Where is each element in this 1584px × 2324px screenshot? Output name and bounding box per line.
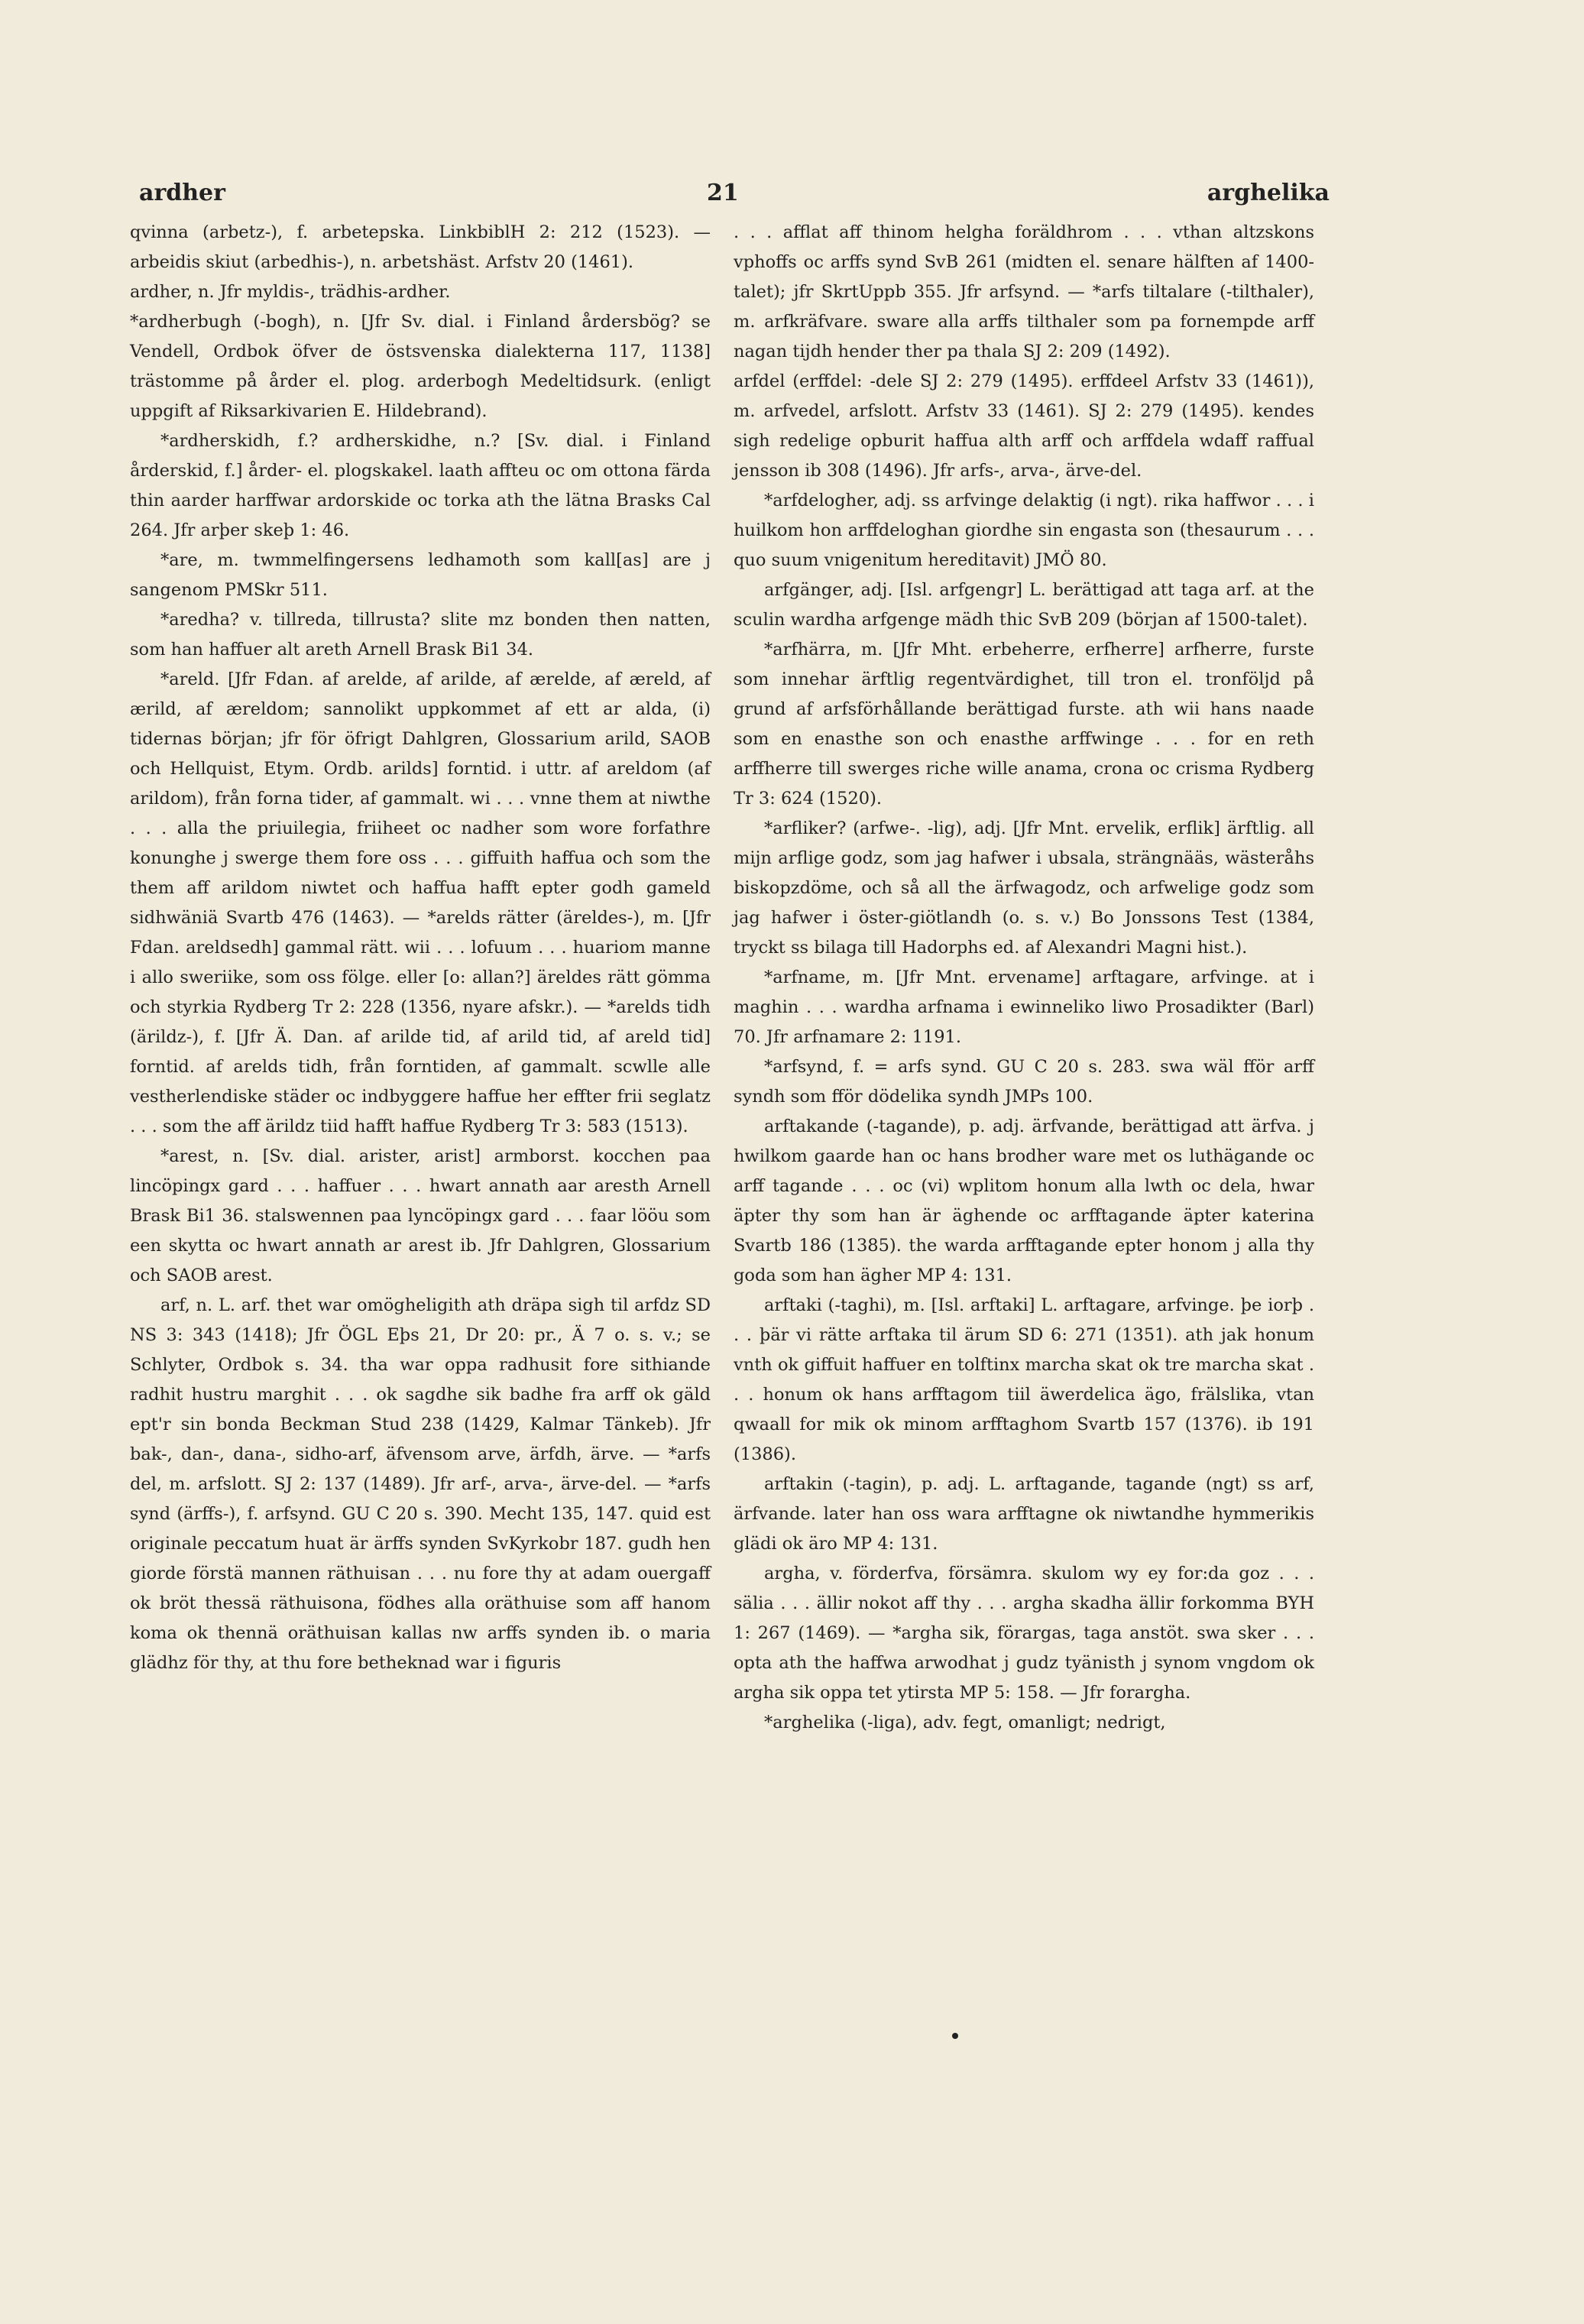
dictionary-entry: . . . afflat aff thinom helgha foräldhrom . . . vthan altzskons vphoffs oc arffs synd SvB 261 (midten el. senare hälften af 1400-talet); jfr SkrtUppb 355. Jfr arfsynd. — *arfs tiltalare (-tilthaler), m. arfkräfvare. sware alla arffs tilthaler som pa fornempde arff nagan tijdh hender ther pa thala SJ 2: 209 (1492). bbox=[734, 222, 1314, 361]
dictionary-entry: *arfhärra, m. [Jfr Mht. erbeherre, erfherre] arfherre, furste som innehar ärftlig regentvärdighet, till tron el. tronföljd på grund af arfsförhållande berättigad furste. ath wii hans naade som en enasthe son och enasthe arffwinge . . . for en reth arffherre till swerges riche wille anama, crona oc crisma Rydberg Tr 3: 624 (1520). bbox=[734, 640, 1314, 809]
right-column bbox=[734, 218, 1314, 1738]
dictionary-entry: arftakin (-tagin), p. adj. L. arftagande, tagande (ngt) ss arf, ärfvande. later han oss wara arfftagne ok niwtandhe hymmerikis glädi ok äro MP 4: 131. bbox=[734, 1474, 1314, 1554]
dictionary-entry: *aredha? v. tillreda, tillrusta? slite mz bonden then natten, som han haffuer alt areth Arnell Brask Bi1 34. bbox=[130, 610, 711, 660]
dictionary-entry: *arghelika (-liga), adv. fegt, omanligt; nedrigt, bbox=[764, 1713, 1166, 1732]
dictionary-entry: arftakande (-tagande), p. adj. ärfvande, berättigad att ärfva. j hwilkom gaarde han oc hans brodher ware met os luthägande oc arff tagande . . . oc (vi) wplitom honum alla lwth oc dela, hwar äpter thy som han är äghende oc arfftagande äpter katerina Svartb 186 (1385). the warda arfftagande epter honom j alla thy goda som han ägher MP 4: 131. bbox=[734, 1117, 1314, 1285]
dictionary-entry: *areld. [Jfr Fdan. af arelde, af arilde, af ærelde, af æreld, af ærild, af æreldom; sannolikt uppkommet af ett ar alda, (i) tidernas början; jfr för öfrigt Dahlgren, Glossarium arild, SAOB och Hellquist, Etym. Ordb. arilds] forntid. i uttr. af areldom (af arildom), från forna tider, af gammalt. wi . . . vnne them at niwthe . . . alla the priuilegia, friiheet oc nadher som wore forfathre konunghe j swerge them fore oss . . . giffuith haffua och som the them aff arildom niwtet och haffua hafft epter godh gameld sidhwäniä Svartb 476 (1463). — *arelds rätter (äreldes-), m. [Jfr Fdan. areldsedh] gammal rätt. wii . . . lofuum . . . huariom manne i allo sweriike, som oss fölge. eller [o: allan?] äreldes rätt gömma och styrkia Rydberg Tr 2: 228 (1356, nyare afskr.). — *arelds tidh (ärildz-), f. [Jfr Ä. Dan. af arilde tid, af arild tid, af areld tid] forntid. af arelds tidh, från forntiden, af gammalt. scwlle alle vestherlendiske städer oc indbyggere haffue her effter frii seglatz . . . som the aff ärildz tiid hafft haffue Rydberg Tr 3: 583 (1513). bbox=[130, 669, 711, 1136]
header-left-catchword: ardher bbox=[139, 180, 225, 206]
dictionary-entry: arfgänger, adj. [Isl. arfgengr] L. berättigad att taga arf. at the sculin wardha arfgenge mädh thic SvB 209 (början af 1500-talet). bbox=[734, 580, 1314, 630]
dictionary-entry: arftaki (-taghi), m. [Isl. arftaki] L. arftagare, arfvinge. þe iorþ . . . þär vi rätte arftaka til ärum SD 6: 271 (1351). ath jak honum vnth ok giffuit haffuer en tolftinx marcha skat ok tre marcha skat . . . honum ok hans arfftagom tiil äwerdelica ägo, frälslika, vtan qwaall for mik ok minom arfftaghom Svartb 157 (1376). ib 191 (1386). bbox=[734, 1295, 1314, 1464]
dictionary-entry: *arfsynd, f. = arfs synd. GU C 20 s. 283. swa wäl fför arff syndh som fför dödelika syndh JMPs 100. bbox=[734, 1057, 1314, 1107]
page-header bbox=[130, 172, 1330, 218]
decorative-dot bbox=[952, 2033, 958, 2039]
dictionary-entry: *arfname, m. [Jfr Mnt. ervename] arftagare, arfvinge. at i maghin . . . wardha arfnama i ewinneliko liwo Prosadikter (Barl) 70. Jfr arfnamare 2: 1191. bbox=[734, 968, 1314, 1047]
dictionary-entry: arf, n. L. arf. thet war omögheligith ath dräpa sigh til arfdz SD NS 3: 343 (1418); Jfr ÖGL Eþs 21, Dr 20: pr., Ä 7 o. s. v.; se Schlyter, Ordbok s. 34. tha war oppa radhusit fore sithiande radhit hustru marghit . . . ok sagdhe sik badhe fra arff ok gäld ept'r sin bonda Beckman Stud 238 (1429, Kalmar Tänkeb). Jfr bak-, dan-, dana-, sidho-arf, äfvensom arve, ärfdh, ärve. — *arfs del, m. arfslott. SJ 2: 137 (1489). Jfr arf-, arva-, ärve-del. — *arfs synd (ärffs-), f. arfsynd. GU C 20 s. 390. Mecht 135, 147. quid est originale peccatum huat är ärffs synden SvKyrkobr 187. gudh hen giorde förstä mannen räthuisan . . . nu fore thy at adam ouergaff ok bröt thessä räthuisona, födhes alla oräthuise som aff hanom koma ok thennä oräthuisan kallas nw arffs synden ib. o maria glädhz för thy, at thu fore betheknad war i figuris bbox=[130, 1295, 711, 1673]
dictionary-entry: *ardherbugh (-bogh), n. [Jfr Sv. dial. i Finland årdersbög? se Vendell, Ordbok öfver de östsvenska dialekterna 117, 1138] trästomme på årder el. plog. arderbogh Medeltidsurk. (enligt uppgift af Riksarkivarien E. Hildebrand). bbox=[130, 312, 711, 421]
dictionary-entry: qvinna (arbetz-), f. arbetерska. LinkbiblH 2: 212 (1523). — arbeidis skiut (arbedhis-), n. arbetshäst. Arfstv 20 (1461). bbox=[130, 222, 711, 272]
dictionary-entry: arfdel (erffdel: -dele SJ 2: 279 (1495). erffdeel Arfstv 33 (1461)), m. arfvedel, arfslott. Arfstv 33 (1461). SJ 2: 279 (1495). kendes sigh redelige opburit haffua alth arff och arffdela wdaff raffual jensson ib 308 (1496). Jfr arfs-, arva-, ärve-del. bbox=[734, 371, 1314, 481]
dictionary-entry: argha, v. förderfva, försämra. skulom wy ey for:da goz . . . sälia . . . ällir nokot aff thy . . . argha skadha ällir forkomma BYH 1: 267 (1469). — *argha sik, förargas, taga anstöt. swa sker . . . opta ath the haffwa arwodhat j gudz tyänisth j synom vngdom ok argha sik oppa tet ytirsta MP 5: 158. — Jfr forargha. bbox=[734, 1564, 1314, 1703]
dictionary-entry: *arfdelogher, adj. ss arfvinge delaktig (i ngt). rika haffwor . . . i huilkom hon arffdeloghan giordhe sin engasta son (thesaurum . . . quo suum vnigenitum hereditavit) JMÖ 80. bbox=[734, 491, 1314, 570]
left-column bbox=[130, 218, 711, 1678]
header-right-catchword: arghelika bbox=[1207, 180, 1330, 206]
dictionary-entry: *are, m. twmmelfingersens ledhamoth som kall[as] are j sangenom PMSkr 511. bbox=[130, 550, 711, 600]
dictionary-entry: *ardherskidh, f.? ardherskidhe, n.? [Sv. dial. i Finland årderskid, f.] årder- el. plogskakel. laath affteu oc om ottona färda thin aarder harffwar ardorskide oc torka ath the lätna Brasks Cal 264. Jfr arþer skeþ 1: 46. bbox=[130, 431, 711, 540]
dictionary-entry: *arfliker? (arfwe-. -lig), adj. [Jfr Mnt. ervelik, erflik] ärftlig. all mijn arflige godz, som jag hafwer i ubsala, strängnääs, wästeråhs biskopzdöme, och så all the ärfwagodz, och arfwelige godz som jag hafwer i öster-giötlandh (o. s. v.) Bo Jonssons Test (1384, tryckt ss bilaga till Hadorphs ed. af Alexandri Magni hist.). bbox=[734, 818, 1314, 958]
dictionary-entry: ardher, n. Jfr myldis-, trädhis-ardher. bbox=[130, 282, 451, 302]
page-number: 21 bbox=[707, 180, 739, 206]
dictionary-entry: *arest, n. [Sv. dial. arister, arist] armborst. kocchen paa lincöpingx gard . . . haffuer . . . hwart annath aar aresth Arnell Brask Bi1 36. stalswennen paa lyncöpingx gard . . . faar lööu som een skytta oc hwart annath ar arest ib. Jfr Dahlgren, Glossarium och SAOB arest. bbox=[130, 1146, 711, 1285]
dictionary-page bbox=[130, 172, 1330, 2128]
